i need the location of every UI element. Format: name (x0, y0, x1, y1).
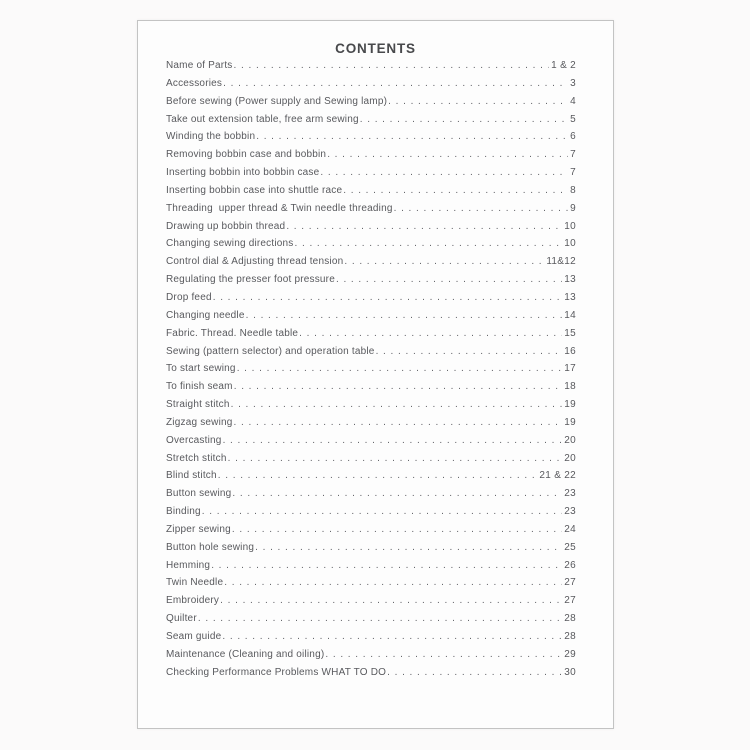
toc-entry-page: 19 (564, 399, 576, 411)
toc-entry (166, 560, 576, 578)
toc-entry-page: 20 (564, 434, 576, 446)
toc-entry (166, 60, 576, 78)
toc-entry-page: 3 (570, 77, 576, 89)
dot-leader (228, 453, 563, 464)
toc-entry (166, 613, 576, 631)
toc-entry (166, 542, 576, 560)
toc-entry-label: Button hole sewing (166, 541, 255, 553)
toc-entry (166, 274, 576, 292)
toc-entry-label: Zipper sewing (166, 523, 231, 535)
toc-entry-page: 9 (570, 202, 576, 214)
dot-leader (202, 506, 563, 517)
dot-leader (325, 649, 562, 660)
toc-entry-label: Button sewing (166, 488, 232, 500)
toc-entry (166, 221, 576, 239)
toc-entry-page: 10 (564, 238, 576, 250)
toc-entry-page: 27 (564, 577, 576, 589)
page-title: CONTENTS (335, 41, 416, 56)
manual-page (137, 20, 614, 729)
toc-entry-page: 23 (564, 488, 576, 500)
toc-entry-label: Take out extension table, free arm sewing (166, 113, 359, 125)
toc-entry-page: 7 (570, 167, 576, 179)
toc-entry-page: 19 (564, 416, 576, 428)
toc-entry-label: Sewing (pattern selector) and operation table (166, 345, 375, 357)
toc-entry (166, 185, 576, 203)
toc-entry-page: 30 (564, 666, 576, 678)
toc-entry (166, 363, 576, 381)
toc-entry-page: 13 (564, 274, 576, 286)
toc-entry (166, 649, 576, 667)
toc-entry-label: Threading upper thread & Twin needle threading (166, 202, 393, 214)
toc-entry-label: Overcasting (166, 434, 222, 446)
toc-entry (166, 114, 576, 132)
toc-entry-label: Winding the bobbin (166, 131, 256, 143)
toc-entry-label: Maintenance (Cleaning and oiling) (166, 648, 325, 660)
toc-entry (166, 346, 576, 364)
toc-entry-page: 1 & 2 (551, 60, 576, 71)
dot-leader (299, 328, 562, 339)
dot-leader (232, 524, 562, 535)
toc-entry-page: 25 (564, 541, 576, 553)
toc-entry-page: 4 (570, 95, 576, 107)
dot-leader (222, 631, 562, 642)
toc-entry-label: Accessories (166, 77, 223, 89)
dot-leader (394, 203, 569, 214)
dot-leader (234, 417, 563, 428)
dot-leader (220, 595, 562, 606)
toc-entry (166, 506, 576, 524)
dot-leader (246, 310, 563, 321)
dot-leader (234, 60, 550, 71)
toc-entry-label: Control dial & Adjusting thread tension (166, 256, 344, 268)
toc-entry (166, 631, 576, 649)
toc-entry-page: 17 (564, 363, 576, 375)
toc-entry (166, 96, 576, 114)
dot-leader (320, 167, 568, 178)
toc-entry (166, 524, 576, 542)
toc-entry (166, 470, 576, 488)
toc-entry-label: Before sewing (Power supply and Sewing lamp) (166, 95, 388, 107)
toc-entry-page: 5 (570, 113, 576, 125)
dot-leader (327, 149, 568, 160)
toc-entry (166, 488, 576, 506)
dot-leader (286, 221, 562, 232)
toc-entry-page: 7 (570, 149, 576, 161)
toc-entry-label: Stretch stitch (166, 452, 227, 464)
toc-entry (166, 381, 576, 399)
toc-entry (166, 167, 576, 185)
toc-entry-label: Zigzag sewing (166, 416, 233, 428)
toc-entry (166, 149, 576, 167)
dot-leader (234, 381, 563, 392)
dot-leader (388, 96, 568, 107)
toc-entry-page: 8 (570, 184, 576, 196)
toc-entry-page: 14 (564, 309, 576, 321)
toc-entry-label: To start sewing (166, 363, 236, 375)
toc-entry-page: 11&12 (546, 256, 576, 268)
toc-entry-page: 15 (564, 327, 576, 339)
toc-entry-label: Regulating the presser foot pressure (166, 274, 335, 286)
toc-entry (166, 256, 576, 274)
dot-leader (360, 114, 568, 125)
toc-entry-label: To finish seam (166, 381, 233, 393)
toc-entry-label: Straight stitch (166, 399, 230, 411)
toc-entry-page: 10 (564, 220, 576, 232)
toc-entry-page: 18 (564, 381, 576, 393)
dot-leader (344, 256, 544, 267)
toc-entry-label: Inserting bobbin case into shuttle race (166, 184, 343, 196)
toc-entry (166, 435, 576, 453)
toc-entry-page: 13 (564, 291, 576, 303)
toc-entry-label: Quilter (166, 613, 197, 625)
toc-entry-page: 23 (564, 506, 576, 518)
toc-entry (166, 292, 576, 310)
toc-entry (166, 78, 576, 96)
toc-entry-page: 27 (564, 595, 576, 607)
toc-entry-label: Changing sewing directions (166, 238, 294, 250)
dot-leader (256, 131, 568, 142)
toc-entry-label: Embroidery (166, 595, 220, 607)
dot-leader (376, 346, 563, 357)
toc-entry (166, 310, 576, 328)
dot-leader (255, 542, 562, 553)
toc-list (138, 60, 613, 685)
toc-entry-page: 20 (564, 452, 576, 464)
toc-entry (166, 595, 576, 613)
toc-entry-page: 6 (570, 131, 576, 143)
toc-entry (166, 131, 576, 149)
toc-entry-label: Removing bobbin case and bobbin (166, 149, 327, 161)
dot-leader (232, 488, 562, 499)
toc-entry (166, 238, 576, 256)
toc-entry (166, 667, 576, 685)
toc-entry-page: 26 (564, 559, 576, 571)
toc-entry (166, 328, 576, 346)
dot-leader (213, 292, 563, 303)
toc-entry (166, 453, 576, 471)
toc-entry-page: 29 (564, 648, 576, 660)
dot-leader (211, 560, 562, 571)
toc-entry (166, 203, 576, 221)
toc-entry-label: Blind stitch (166, 470, 217, 482)
dot-leader (387, 667, 562, 678)
dot-leader (223, 435, 563, 446)
toc-entry-label: Fabric. Thread. Needle table (166, 327, 299, 339)
toc-entry-label: Seam guide (166, 631, 222, 642)
dot-leader (237, 363, 563, 374)
toc-entry-page: 28 (564, 631, 576, 642)
toc-entry-label: Checking Performance Problems WHAT TO DO (166, 666, 387, 678)
dot-leader (336, 274, 562, 285)
toc-entry-label: Binding (166, 506, 201, 518)
toc-entry-page: 28 (564, 613, 576, 625)
dot-leader (295, 238, 563, 249)
toc-entry (166, 399, 576, 417)
toc-entry-label: Drawing up bobbin thread (166, 220, 286, 232)
dot-leader (198, 613, 562, 624)
dot-leader (223, 78, 568, 89)
dot-leader (231, 399, 563, 410)
toc-entry-page: 24 (564, 523, 576, 535)
toc-entry-label: Inserting bobbin into bobbin case (166, 167, 320, 179)
toc-entry-label: Name of Parts (166, 60, 233, 71)
dot-leader (224, 577, 562, 588)
toc-entry (166, 417, 576, 435)
toc-entry-label: Hemming (166, 559, 211, 571)
toc-entry-page: 16 (564, 345, 576, 357)
toc-entry-label: Changing needle (166, 309, 245, 321)
dot-leader (218, 470, 538, 481)
toc-entry (166, 577, 576, 595)
dot-leader (343, 185, 568, 196)
toc-entry-label: Drop feed (166, 291, 212, 303)
toc-entry-label: Twin Needle (166, 577, 224, 589)
toc-entry-page: 21 & 22 (539, 470, 576, 482)
